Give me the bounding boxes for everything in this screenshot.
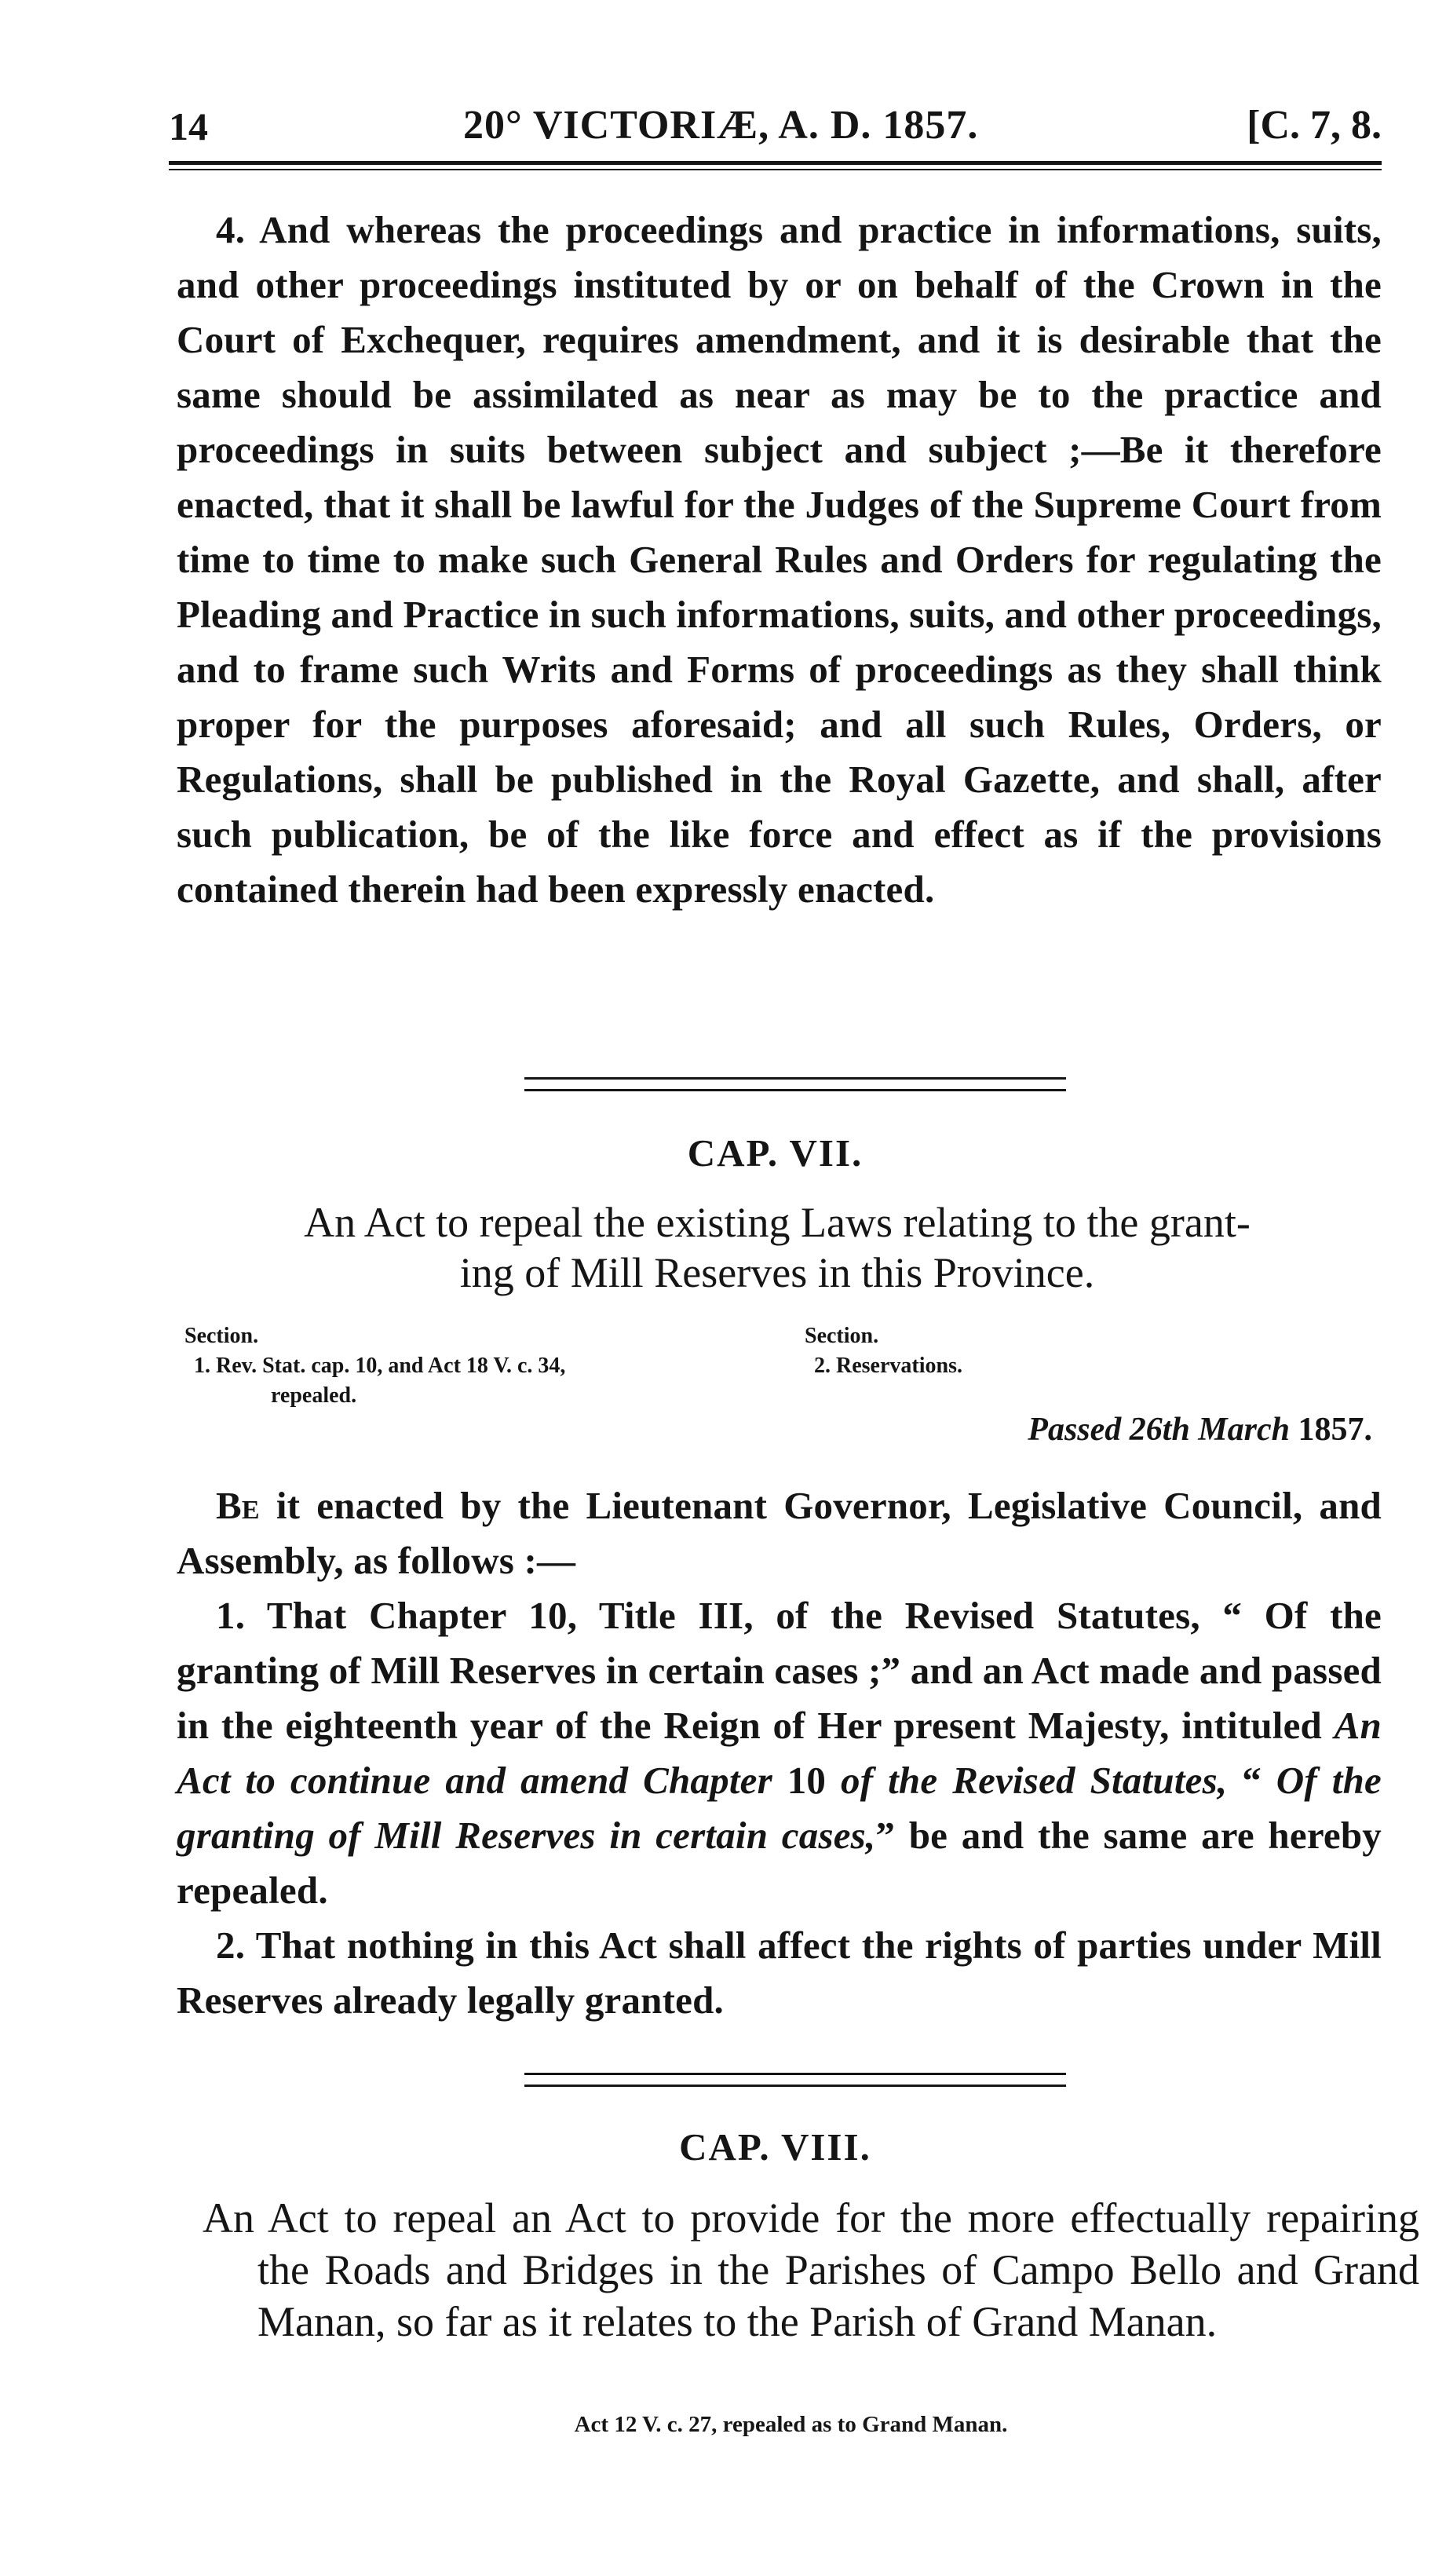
section-1-summary-cont: repealed. [271,1383,357,1408]
cap-vii-title-line-1: An Act to repeal the existing Laws relating to the grant- [304,1199,1251,1246]
s1-text-b: 10 [772,1759,842,1802]
sections-right-column [805,1321,1354,1381]
sections-summary [184,1321,1378,1416]
running-head-chapters: [C. 7, 8. [1247,103,1382,148]
passed-date [1028,1411,1372,1449]
cap-vii-heading: CAP. VII. [687,1131,864,1175]
cap-vii-title [181,1197,1374,1298]
sections-left-column [184,1321,781,1411]
section-1-summary: 1. Rev. Stat. cap. 10, and Act 18 V. c. 34, [194,1354,566,1378]
cap-viii-title: An Act to repeal an Act to provide for the more effectually repairing the Roads and Bridges in the Parishes of Campo Bello and Grand Manan, so far as it relates to the Parish of Grand Manan. [203,2194,1419,2345]
s1-text-c: “ [1227,1759,1276,1802]
passed-text: Passed 26th March [1028,1412,1290,1448]
section-label: Section. [184,1324,259,1348]
cap-viii-heading: CAP. VIII. [679,2125,871,2169]
cap-viii-note: Act 12 V. c. 27, repealed as to Grand Manan. [574,2412,1008,2437]
running-head-title: 20° VICTORIÆ, A. D. 1857. [463,103,979,148]
cap-vii-section-1 [177,1588,1382,1918]
s1-italic-a: An Act to continue and amend Chapter [177,1704,1382,1802]
cap-vii-section-2: 2. That nothing in this Act shall affect the rights of parties under Mill Reserves already legally granted. [177,1924,1382,2022]
header-rule-thin [169,169,1382,170]
enacting-rest: it enacted by the Lieutenant Governor, Legislative Council, and Assembly, as follows :— [177,1484,1382,1582]
enacting-first-word: Be [216,1484,260,1527]
s1-italic-c: Of the granting of Mill Reserves in certain cases, [177,1759,1382,1857]
enacting-clause [177,1478,1382,1588]
section-divider [524,2073,1066,2087]
passed-year: 1857. [1298,1412,1372,1448]
section-4-paragraph: 4. And whereas the proceedings and practice in informations, suits, and other proceedings instituted by or on behalf of the Crown in the Court of Exchequer, requires amendment, and it is desirable that the same should be assimilated as near as may be to the practice and proceedings in suits between subject and subject ;—Be it therefore enacted, that it shall be lawful for the Judges of the Supreme Court from time to time to make such General Rules and Orders for regulating the Pleading and Practice in such informations, suits, and other proceedings, and to frame such Writs and Forms of proceedings as they shall think proper for the purposes aforesaid; and all such Rules, Orders, or Regulations, shall be published in the Royal Gazette, and shall, after such publication, be of the like force and effect as if the provisions contained therein had been expressly enacted. [177,208,1382,911]
s1-italic-b: of the Revised Statutes, [841,1759,1228,1802]
s1-text-d: ” be and the same are hereby repealed. [177,1814,1382,1912]
s1-text-a: 1. That Chapter 10, Title III, of the Revised Statutes, “ Of the granting of Mill Reserves in certain cases ;” and an Act made and passed in the eighteenth year of the Reign of Her present Majesty, intituled [177,1594,1382,1747]
running-head [169,93,1382,163]
section-divider [524,1077,1066,1091]
header-rule [169,161,1382,165]
cap-vii-title-line-2: ing of Mill Reserves in this Province. [459,1249,1095,1296]
section-label: Section. [805,1324,879,1348]
page-number: 14 [169,104,208,148]
section-2-summary: 2. Reservations. [814,1354,962,1378]
